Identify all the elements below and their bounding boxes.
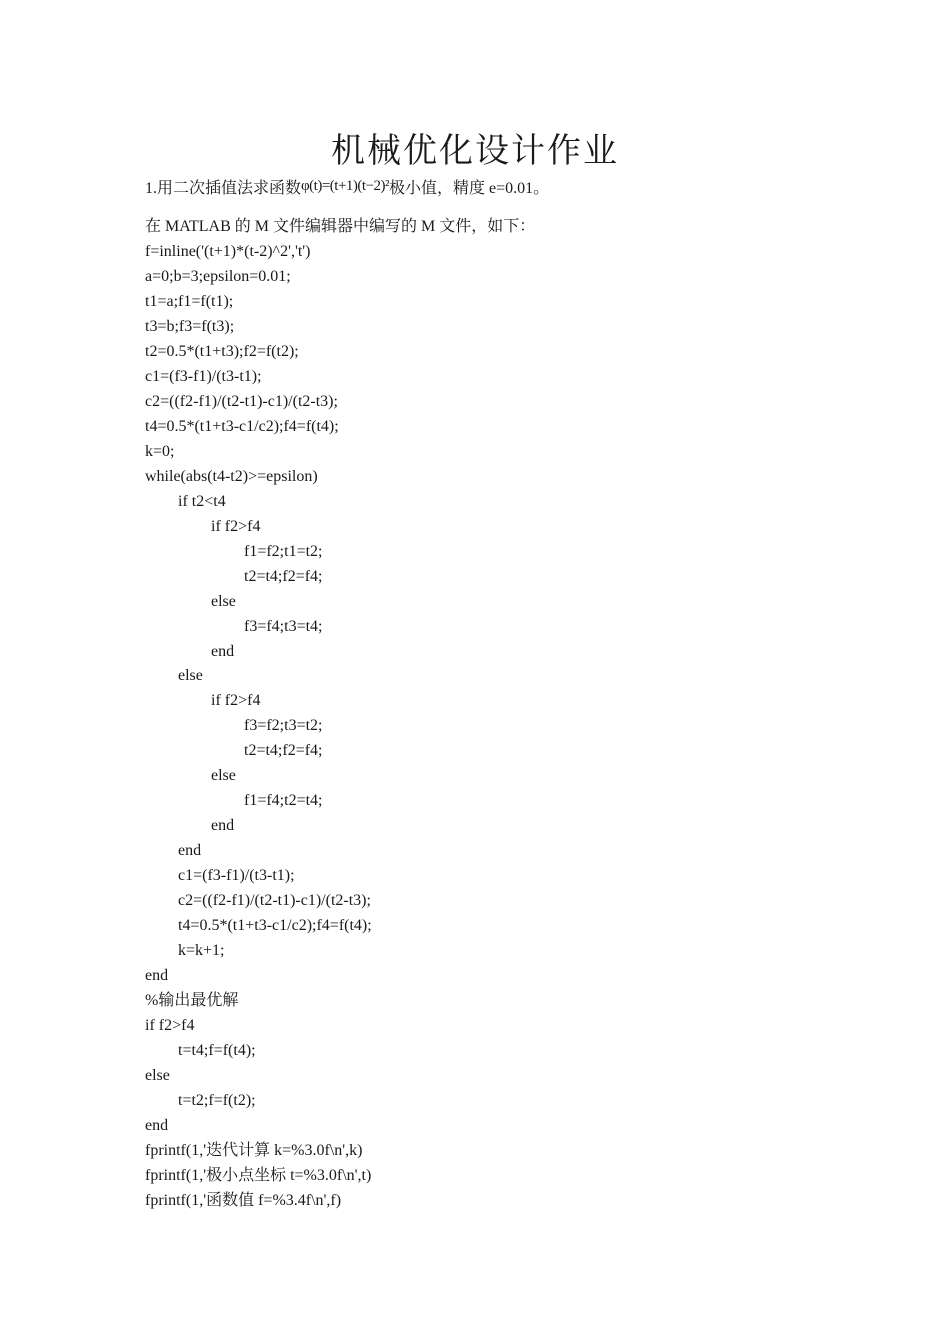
function-formula: φ(t)=(t+1)(t−2)² [301, 178, 390, 194]
code-line: end [145, 1116, 169, 1134]
code-line: else [211, 767, 236, 785]
document-title: 机械优化设计作业 [331, 132, 619, 170]
problem-statement [145, 177, 549, 201]
code-line: if f2>f4 [211, 692, 261, 710]
code-line: t1=a;f1=f(t1); [145, 292, 234, 310]
code-line: if t2<t4 [178, 492, 226, 510]
code-line: k=k+1; [178, 942, 225, 960]
code-line: t2=t4;f2=f4; [244, 742, 323, 760]
problem-suffix: 极小值，精度 e=0.01。 [389, 180, 550, 197]
code-line: fprintf(1,'函数值 f=%3.4f\n',f) [145, 1191, 342, 1209]
code-line: %输出最优解 [145, 992, 239, 1010]
code-line: t=t2;f=f(t2); [178, 1091, 256, 1109]
code-line: k=0; [145, 442, 175, 460]
code-line: c2=((f2-f1)/(t2-t1)-c1)/(t2-t3); [145, 392, 338, 410]
code-line: f=inline('(t+1)*(t-2)^2','t') [145, 243, 311, 260]
code-line: t2=t4;f2=f4; [244, 567, 323, 585]
code-line: c2=((f2-f1)/(t2-t1)-c1)/(t2-t3); [178, 892, 371, 910]
code-line: t2=0.5*(t1+t3);f2=f(t2); [145, 342, 299, 360]
code-line: else [211, 592, 236, 610]
code-line: fprintf(1,'迭代计算 k=%3.0f\n',k) [145, 1141, 363, 1159]
code-line: while(abs(t4-t2)>=epsilon) [145, 467, 318, 485]
code-line: c1=(f3-f1)/(t3-t1); [178, 867, 295, 885]
matlab-code-listing [145, 240, 845, 1214]
code-line: fprintf(1,'极小点坐标 t=%3.0f\n',t) [145, 1166, 372, 1184]
code-line: else [178, 667, 203, 685]
code-line: if f2>f4 [211, 517, 261, 535]
code-line: a=0;b=3;epsilon=0.01; [145, 267, 291, 285]
code-line: c1=(f3-f1)/(t3-t1); [145, 367, 262, 385]
code-line: t=t4;f=f(t4); [178, 1042, 256, 1059]
code-line: f1=f2;t1=t2; [244, 542, 323, 560]
code-line: end [178, 842, 202, 860]
code-line: t4=0.5*(t1+t3-c1/c2);f4=f(t4); [145, 417, 339, 435]
code-line: t3=b;f3=f(t3); [145, 317, 235, 335]
code-line: f3=f4;t3=t4; [244, 617, 323, 635]
code-line: end [211, 817, 235, 835]
code-line: end [145, 967, 169, 985]
code-line: f3=f2;t3=t2; [244, 717, 323, 735]
code-line: end [211, 642, 235, 660]
code-intro: 在 MATLAB 的 M 文件编辑器中编写的 M 文件，如下： [145, 218, 536, 235]
code-line: t4=0.5*(t1+t3-c1/c2);f4=f(t4); [178, 917, 372, 935]
code-line: else [145, 1066, 170, 1084]
code-line: if f2>f4 [145, 1017, 195, 1035]
problem-prefix: 1.用二次插值法求函数 [145, 180, 302, 197]
code-line: f1=f4;t2=t4; [244, 792, 323, 810]
